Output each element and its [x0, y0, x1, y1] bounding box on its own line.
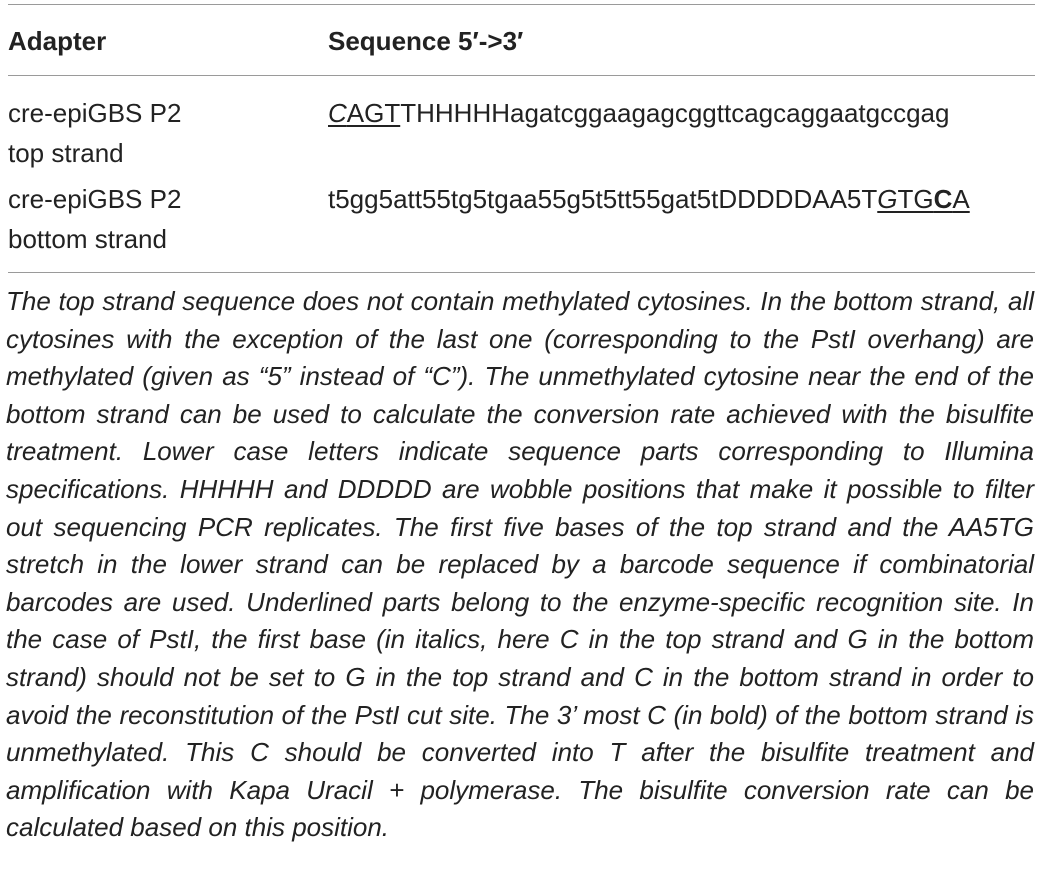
adapter-strand: bottom strand — [8, 224, 167, 254]
adapter-strand: top strand — [8, 138, 124, 168]
column-header-sequence: Sequence 5′->3′ — [328, 26, 524, 56]
adapter-name: cre-epiGBS P2 — [8, 184, 182, 214]
table-row-bottom-strand-adapter — [8, 179, 308, 259]
adapter-name: cre-epiGBS P2 — [8, 98, 182, 128]
table-top-rule — [8, 4, 1035, 5]
recognition-site-mid: TG — [897, 184, 934, 214]
recognition-site-first-base: C — [328, 98, 347, 128]
recognition-site-last: A — [952, 184, 970, 214]
table-row-top-strand-sequence — [328, 93, 949, 133]
column-header-adapter: Adapter — [8, 26, 107, 56]
recognition-site-rest: AGT — [346, 98, 401, 128]
header-rule — [8, 75, 1035, 76]
recognition-site-first-base: G — [877, 184, 898, 214]
sequence-remainder: THHHHHagatcggaagagcggttcagcaggaatgccgag — [400, 98, 950, 128]
table-row-bottom-strand-sequence — [328, 179, 970, 219]
table-row-top-strand-adapter — [8, 93, 308, 173]
unmethylated-cytosine: C — [933, 184, 953, 214]
table-footnote: The top strand sequence does not contain methylated cytosines. In the bottom strand, all cytosines with the exception of the last one (corresponding to the PstI overhang) are methylated (given as “5” instead of “C”). The unmethylated cytosine near the end of the bottom strand can be used to calculate the conversion rate achieved with the bisulfite treatment. Lower case letters indicate sequence parts corresponding to Illumina specifications. HHHHH and DDDDD are wobble positions that make it possible to filter out sequencing PCR replicates. The first five bases of the top strand and the AA5TG stretch in the lower strand can be replaced by a barcode sequence if combinatorial barcodes are used. Underlined parts belong to the enzyme-specific recognition site. In the case of PstI, the first base (in italics, here C in the top strand and G in the bottom strand) should not be set to G in the top strand and C in the bottom strand in order to avoid the reconstitution of the PstI cut site. The 3’ most C (in bold) of the bottom strand is unmethylated. This C should be converted into T after the bisulfite treatment and amplification with Kapa Uracil + polymerase. The bisulfite conversion rate can be calculated based on this position. — [6, 286, 1034, 843]
table-bottom-rule — [8, 272, 1035, 273]
sequence-main: t5gg5att55tg5tgaa55g5t5tt55gat5tDDDDDAA5T — [328, 184, 878, 214]
